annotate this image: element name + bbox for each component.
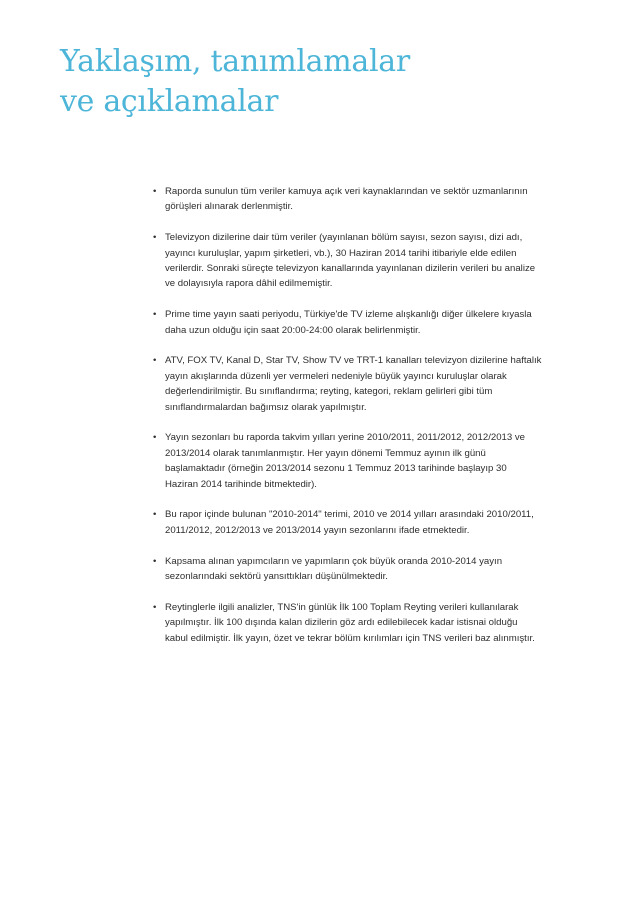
- page-title: [60, 42, 410, 122]
- note-text: Prime time yayın saati periyodu, Türkiye'de TV izleme alışkanlığı diğer ülkelere kıyasla daha uzun olduğu için saat 20:00-24:00 olarak belirlenmiştir.: [165, 309, 532, 336]
- note-text: ATV, FOX TV, Kanal D, Star TV, Show TV ve TRT-1 kanalları televizyon dizilerine haftalık yayın akışlarında düzenli yer vermeleri nedeniyle büyük yayıncı kuruluşlar olarak değerlendirilmiştir. Bu sınıflandırma; reyting, kategori, reklam gelirleri gibi tüm sınıflandırmalardan bağımsız olarak yapılmıştır.: [165, 355, 542, 413]
- note-item-6: [152, 507, 542, 538]
- note-item-8: [152, 600, 542, 646]
- note-item-3: [152, 307, 542, 338]
- bullet-icon: •: [153, 309, 157, 321]
- note-item-5: [152, 430, 542, 492]
- bullet-icon: •: [153, 355, 157, 367]
- bullet-icon: •: [153, 432, 157, 444]
- note-text: Yayın sezonları bu raporda takvim yılları yerine 2010/2011, 2011/2012, 2012/2013 ve 2013/2014 olarak tanımlanmıştır. Her yayın dönemi Temmuz ayının ilk günü başlamaktadır (örneğin 2013/2014 sezonu 1 Temmuz 2013 tarihinde başlayıp 30 Haziran 2014 tarihinde bitmektedir).: [165, 432, 525, 490]
- note-text: Bu rapor içinde bulunan "2010-2014" terimi, 2010 ve 2014 yılları arasındaki 2010/2011, 2011/2012, 2012/2013 ve 2013/2014 yayın sezonlarını ifade etmektedir.: [165, 509, 534, 536]
- note-text: Kapsama alınan yapımcıların ve yapımların çok büyük oranda 2010-2014 yayın sezonlarındaki sektörü yansıttıkları düşünülmektedir.: [165, 555, 503, 583]
- note-text: Raporda sunulun tüm veriler kamuya açık veri kaynaklarından ve sektör uzmanlarının görüşleri alınarak derlenmiştir.: [165, 186, 528, 213]
- note-item-2: [152, 230, 542, 292]
- page-title-line-1: Yaklaşım, tanımlamalar: [60, 44, 410, 79]
- note-text: Televizyon dizilerine dair tüm veriler (yayınlanan bölüm sayısı, sezon sayısı, dizi adı, yayıncı kuruluşlar, yapım şirketleri, vb.), 30 Haziran 2014 tarihi itibariyle elde edilen verilerdir. Sonraki süreçte televizyon kanallarında yayınlanan dizilerin verileri bu analize ve dolayısıyla rapora dâhil edilmemiştir.: [165, 232, 536, 290]
- bullet-icon: •: [153, 601, 157, 613]
- bullet-icon: •: [153, 555, 157, 567]
- note-item-4: [152, 353, 542, 415]
- note-item-1: [152, 184, 542, 215]
- bullet-icon: •: [153, 186, 157, 197]
- bullet-icon: •: [153, 509, 157, 521]
- note-text: Reytinglerle ilgili analizler, TNS'in günlük İlk 100 Toplam Reyting verileri kullanılarak yapılmıştır. İlk 100 dışında kalan dizilerin göz ardı edilebilecek kadar istisnai olduğu kabul edilmiştir. İlk yayın, özet ve tekrar bölüm kırılımları için TNS verileri baz alınmıştır.: [165, 601, 535, 644]
- notes-list: [152, 184, 542, 661]
- bullet-icon: •: [153, 232, 157, 244]
- note-item-7: [152, 554, 542, 585]
- page-title-line-2: ve açıklamalar: [60, 84, 279, 119]
